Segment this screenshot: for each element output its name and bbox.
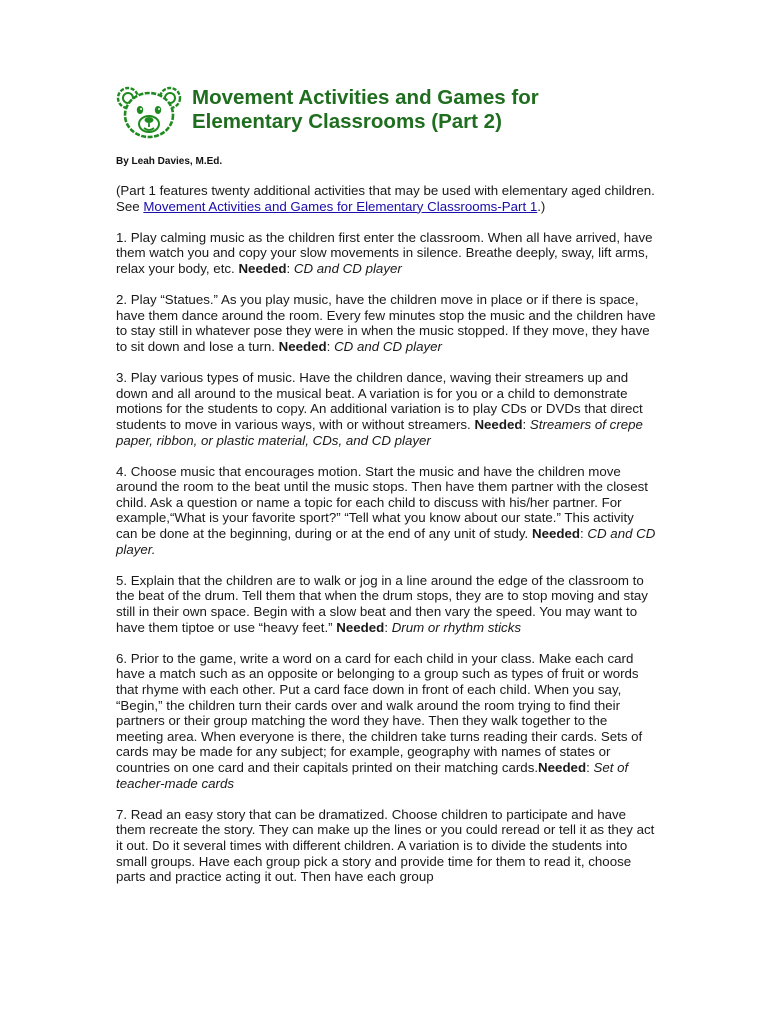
author-byline: By Leah Davies, M.Ed. [116, 156, 223, 167]
needed-separator: : [326, 338, 335, 354]
needed-items: Drum or rhythm sticks [391, 619, 521, 635]
activity-text: 1. Play calming music as the children first enter the classroom. When all have arrived, have them watch you and copy your slow movements in silence. Breathe deeply, sway, lift arms, relax your body, etc. [116, 229, 653, 276]
intro-text-before-link: (Part 1 features twenty additional activities that may be used with elementary aged children. See [116, 183, 655, 214]
needed-label: Needed [278, 338, 327, 354]
needed-label: Needed [538, 759, 587, 775]
activity-text: 3. Play various types of music. Have the children dance, waving their streamers up and down and all around to the musical beat. A variation is for you or a child to demonstrate motions for the students to copy. An additional variation is to play CDs or DVDs that direct students to move in various ways, with or without streamers. [116, 370, 643, 432]
needed-separator: : [586, 759, 594, 775]
activity-text: 6. Prior to the game, write a word on a card for each child in your class. Make each card have a match such as an opposite or belonging to a group such as types of fruit or words that rhyme with each other. Put a card face down in front of each child. When you say, “Begin,” the children turn their cards over and walk around the room trying to find their partners or their group matching the word they have. Then they walk together to the meeting area. When everyone is there, the children take turns reading their cards. Sets of cards may be made for any subject; for example, geography with names of states or countries on one card and their capitals printed on their matching cards. [116, 650, 643, 775]
intro-text-after-link: .) [537, 198, 546, 214]
activity-paragraph-3 [116, 370, 656, 448]
needed-label: Needed [531, 526, 581, 542]
activity-paragraph-1 [116, 230, 656, 277]
needed-items: CD and CD player. [116, 526, 656, 557]
needed-label: Needed [474, 416, 523, 432]
activity-paragraph-5 [116, 573, 656, 635]
activity-paragraph-6 [116, 651, 656, 791]
needed-separator: : [286, 260, 294, 276]
activity-paragraph-2 [116, 292, 656, 354]
activity-paragraph-7 [116, 807, 656, 885]
needed-separator: : [522, 416, 530, 432]
activity-text: 2. Play “Statues.” As you play music, have the children move in place or if there is space, have them dance around the room. Every few minutes stop the music and the children have to stay still in whatever pose they were in when the music stopped. If they move, they have to sit down and lose a turn. [116, 292, 656, 354]
activity-text: 7. Read an easy story that can be dramatized. Choose children to participate and have them recreate the story. They can make up the lines or you could reread or tell it as they act it out. Do it several times with different children. A variation is to divide the students into small groups. Have each group pick a story and provide time for them to read it, choose parts and practice acting it out. Then have each group [116, 806, 655, 885]
document-page [116, 84, 656, 885]
activity-text: 4. Choose music that encourages motion. Start the music and have the children move around the room to the beat until the music stops. Then have them partner with the closest child. Ask a question or name a topic for each child to discuss with his/her partner. For example,“What is your favorite sport?” “Tell what you know about our state.” This activity can be done at the beginning, during or at the end of any unit of study. [116, 463, 648, 542]
teddy-bear-logo-icon [116, 86, 182, 140]
needed-items: Set of teacher-made cards [116, 759, 629, 791]
needed-items: CD and CD player [293, 260, 402, 276]
page-title [192, 86, 539, 134]
activity-text: 5. Explain that the children are to walk or jog in a line around the edge of the classroom to the beat of the drum. Tell them that when the drum stops, they are to stop moving and stay still in their own space. Begin with a slow beat and then vary the speed. You may want to have them tiptoe or use “heavy feet.” [116, 572, 648, 635]
document-header [116, 84, 656, 144]
intro-paragraph [116, 183, 656, 214]
needed-items: Streamers of crepe paper, ribbon, or plastic material, CDs, and CD player [116, 416, 643, 448]
needed-separator: : [384, 619, 392, 635]
needed-label: Needed [238, 260, 287, 276]
title-line-2: Elementary Classrooms (Part 2) [192, 110, 502, 133]
needed-separator: : [580, 526, 588, 542]
needed-items: CD and CD player [334, 338, 442, 354]
part-1-link[interactable]: Movement Activities and Games for Elementary Classrooms-Part 1 [143, 198, 538, 214]
title-line-1: Movement Activities and Games for [192, 86, 539, 109]
needed-label: Needed [336, 619, 385, 635]
activity-paragraph-4 [116, 464, 656, 558]
